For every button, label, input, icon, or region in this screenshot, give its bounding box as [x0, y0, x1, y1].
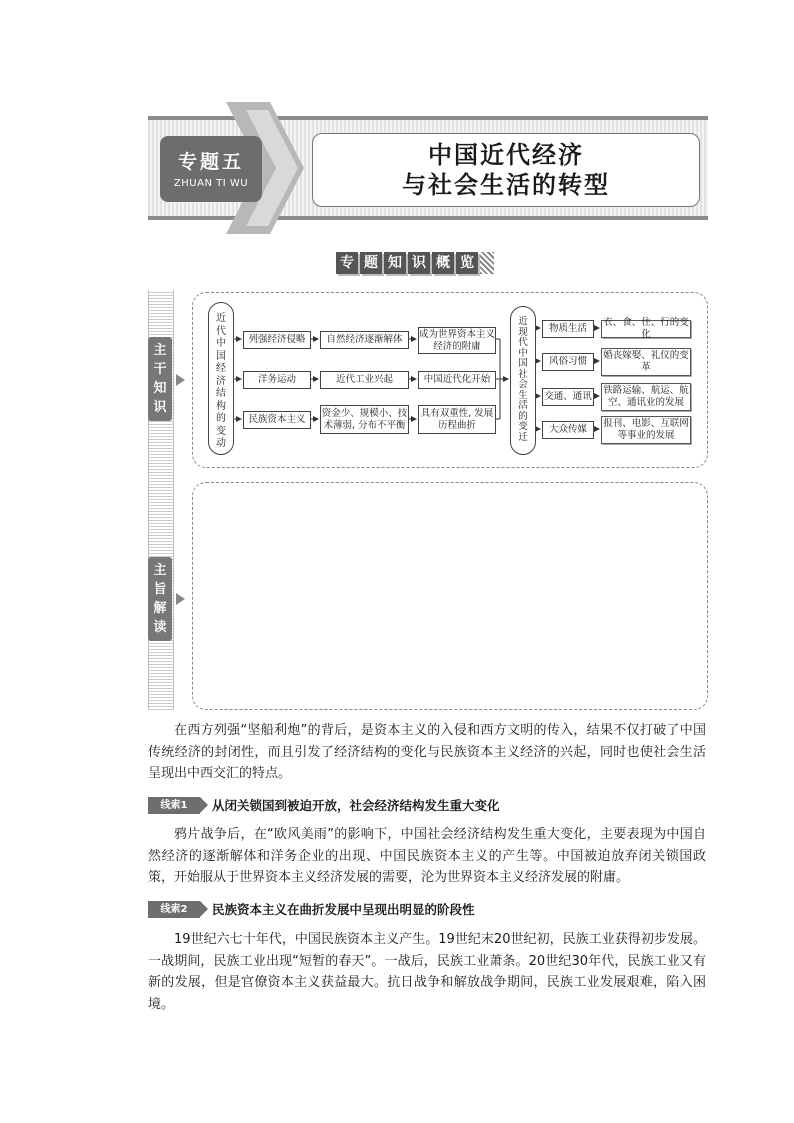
overview-char: 知: [384, 252, 406, 274]
flow-box: 资金少、规模小、技术薄弱, 分布不平衡: [320, 405, 409, 434]
life-category: 物质生活: [542, 320, 594, 338]
social-life-caption: 近 现 代 中 国 社 会 生 活 的 变 迁: [510, 306, 536, 455]
life-detail: 衣、食、住、行的变化: [601, 320, 691, 338]
topic-pinyin: ZHUAN TI WU: [173, 178, 249, 189]
economic-structure-caption: 近 代 中 国 经 济 结 构 的 变 动: [208, 302, 234, 455]
overview-char: 专: [336, 252, 358, 274]
clue-1-tag: 线索1: [148, 797, 200, 814]
flow-box: 中国近代化开始: [418, 371, 496, 389]
main-theme-panel: [192, 482, 708, 710]
main-theme-label: 主 旨 解 读: [148, 557, 172, 641]
clue-1-title: 从闭关锁国到被迫开放，社会经济结构发生重大变化: [212, 798, 500, 813]
life-category: 交通、通讯: [542, 388, 594, 406]
flow-box: 自然经济逐渐解体: [320, 331, 409, 349]
overview-char: 题: [360, 252, 382, 274]
clue-2-body: 19世纪六七十年代，中国民族资本主义产生。19世纪末20世纪初，民族工业获得初步发展。一战期间，民族工业出现“短暂的春天”。一战后，民族工业萧条。20世纪30年代，民族工业又有新的发展，但是官僚资本主义获益最大。抗日战争和解放战争期间，民族工业发展艰难，陷入困境。: [148, 932, 706, 1012]
overview-char: 概: [432, 252, 454, 274]
life-detail: 报刊、电影、互联网等事业的发展: [601, 416, 691, 444]
flow-box: 洋务运动: [243, 371, 311, 389]
overview-char: 识: [408, 252, 430, 274]
life-detail: 婚丧嫁娶、礼仪的变革: [601, 348, 691, 376]
clue-2-title: 民族资本主义在曲折发展中呈现出明显的阶段性: [212, 902, 475, 917]
intro-paragraph: 在西方列强“坚船利炮”的背后，是资本主义的入侵和西方文明的传入，结果不仅打破了中国传统经济的封闭性，而且引发了经济结构的变化与民族资本主义经济的兴起，同时也使社会生活呈现出中西交汇的特点。: [148, 723, 706, 781]
flow-box: 具有双重性, 发展历程曲折: [418, 405, 496, 434]
flow-box: 列强经济侵略: [243, 331, 311, 349]
main-knowledge-label: 主 干 知 识: [148, 337, 172, 421]
clue-2-tag: 线索2: [148, 901, 200, 918]
life-category: 风俗习惯: [542, 353, 594, 371]
flow-box: 成为世界资本主义经济的附庸: [418, 327, 496, 354]
flow-box: 近代工业兴起: [320, 371, 409, 389]
title-line-2: 与社会生活的转型: [402, 171, 610, 199]
clue-1-body: 鸦片战争后，在“欧风美雨”的影响下，中国社会经济结构发生重大变化，主要表现为中国自然经济的逐渐解体和洋务企业的出现、中国民族资本主义的产生等。中国被迫放弃闭关锁国政策，开始服从于世界资本主义经济发展的需要，沦为世界资本主义经济发展的附庸。: [148, 827, 706, 885]
title-line-1: 中国近代经济: [428, 141, 584, 169]
overview-char: 览: [456, 252, 478, 274]
life-detail: 铁路运输、航运、航空、通讯业的发展: [601, 383, 691, 411]
topic-label: 专题五: [177, 151, 244, 173]
life-category: 大众传媒: [542, 421, 594, 439]
flow-box: 民族资本主义: [243, 411, 311, 429]
